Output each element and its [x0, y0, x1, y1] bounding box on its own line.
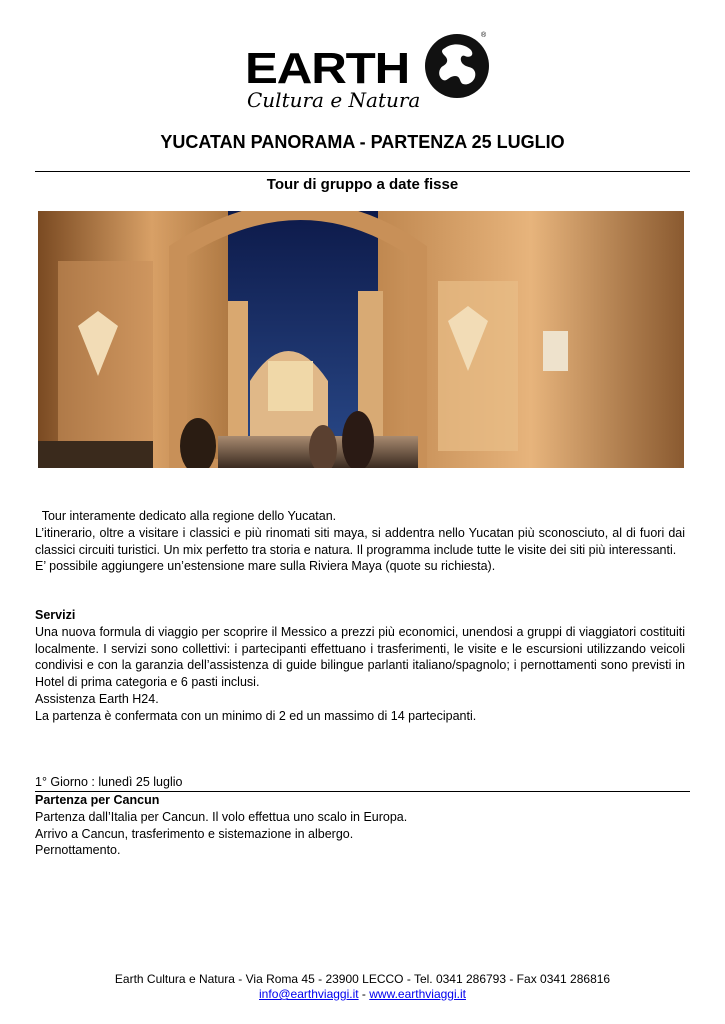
photo-illustration: [38, 211, 684, 468]
arcade-night-photo: [38, 211, 684, 468]
intro-line: E’ possibile aggiungere un’estensione mare sulla Riviera Maya (quote su richiesta).: [35, 559, 496, 574]
footer-separator: -: [358, 987, 370, 1001]
day1-line: Pernottamento.: [35, 843, 121, 858]
registered-mark: ®: [481, 32, 487, 39]
servizi-paragraph: Assistenza Earth H24.: [35, 691, 159, 706]
footer-address: Earth Cultura e Natura - Via Roma 45 - 23900 LECCO - Tel. 0341 286793 - Fax 0341 286816: [114, 972, 611, 986]
servizi-heading: Servizi: [35, 608, 76, 622]
page-title: YUCATAN PANORAMA - PARTENZA 25 LUGLIO: [160, 132, 565, 152]
day1-line: Partenza dall’Italia per Cancun. Il volo effettua uno scalo in Europa.: [35, 809, 408, 824]
day1-line: Arrivo a Cancun, trasferimento e sistemazione in albergo.: [35, 826, 354, 841]
footer: [0, 972, 725, 1002]
email-link[interactable]: info@earthviaggi.it: [259, 987, 359, 1001]
logo-brand: EARTH: [245, 44, 410, 93]
day1-subheading: Partenza per Cancun: [35, 793, 160, 807]
intro-section: [35, 508, 685, 575]
servizi-section: [35, 607, 685, 725]
servizi-paragraph: La partenza è confermata con un minimo di 2 ed un massimo di 14 partecipanti.: [35, 708, 477, 723]
earth-logo: [243, 30, 493, 115]
website-link[interactable]: www.earthviaggi.it: [369, 987, 466, 1001]
footer-links: [0, 987, 725, 1002]
title-divider: [35, 171, 690, 172]
page-subtitle: Tour di gruppo a date fisse: [266, 176, 459, 193]
intro-paragraph: L’itinerario, oltre a visitare i classici e più rinomati siti maya, si addentra nello Yucatan più sconosciuto, al di fuori dai classici circuiti turistici. Un mix perfetto tra storia e natura. Il programma include tutte le visite dei siti più interessanti.: [35, 525, 685, 557]
day1-section: [35, 792, 685, 859]
globe-icon: [425, 34, 489, 98]
servizi-paragraph: Una nuova formula di viaggio per scoprire il Messico a prezzi più economici, unendosi a gruppi di viaggiatori costituiti localmente. I servizi sono collettivi: i partecipanti effettuano i trasferimenti, le visite e le escursioni utilizzando veicoli condivisi e con la garanzia dell’assistenza di guide bilingue parlanti italiano/spagnolo; i pernottamenti sono previsti in Hotel di prima categoria e 6 pasti inclusi.: [35, 624, 685, 690]
day1-heading: 1° Giorno : lunedì 25 luglio: [35, 775, 183, 789]
logo-tagline: Cultura e Natura: [247, 88, 421, 112]
intro-line: Tour interamente dedicato alla regione dello Yucatan.: [35, 509, 337, 523]
